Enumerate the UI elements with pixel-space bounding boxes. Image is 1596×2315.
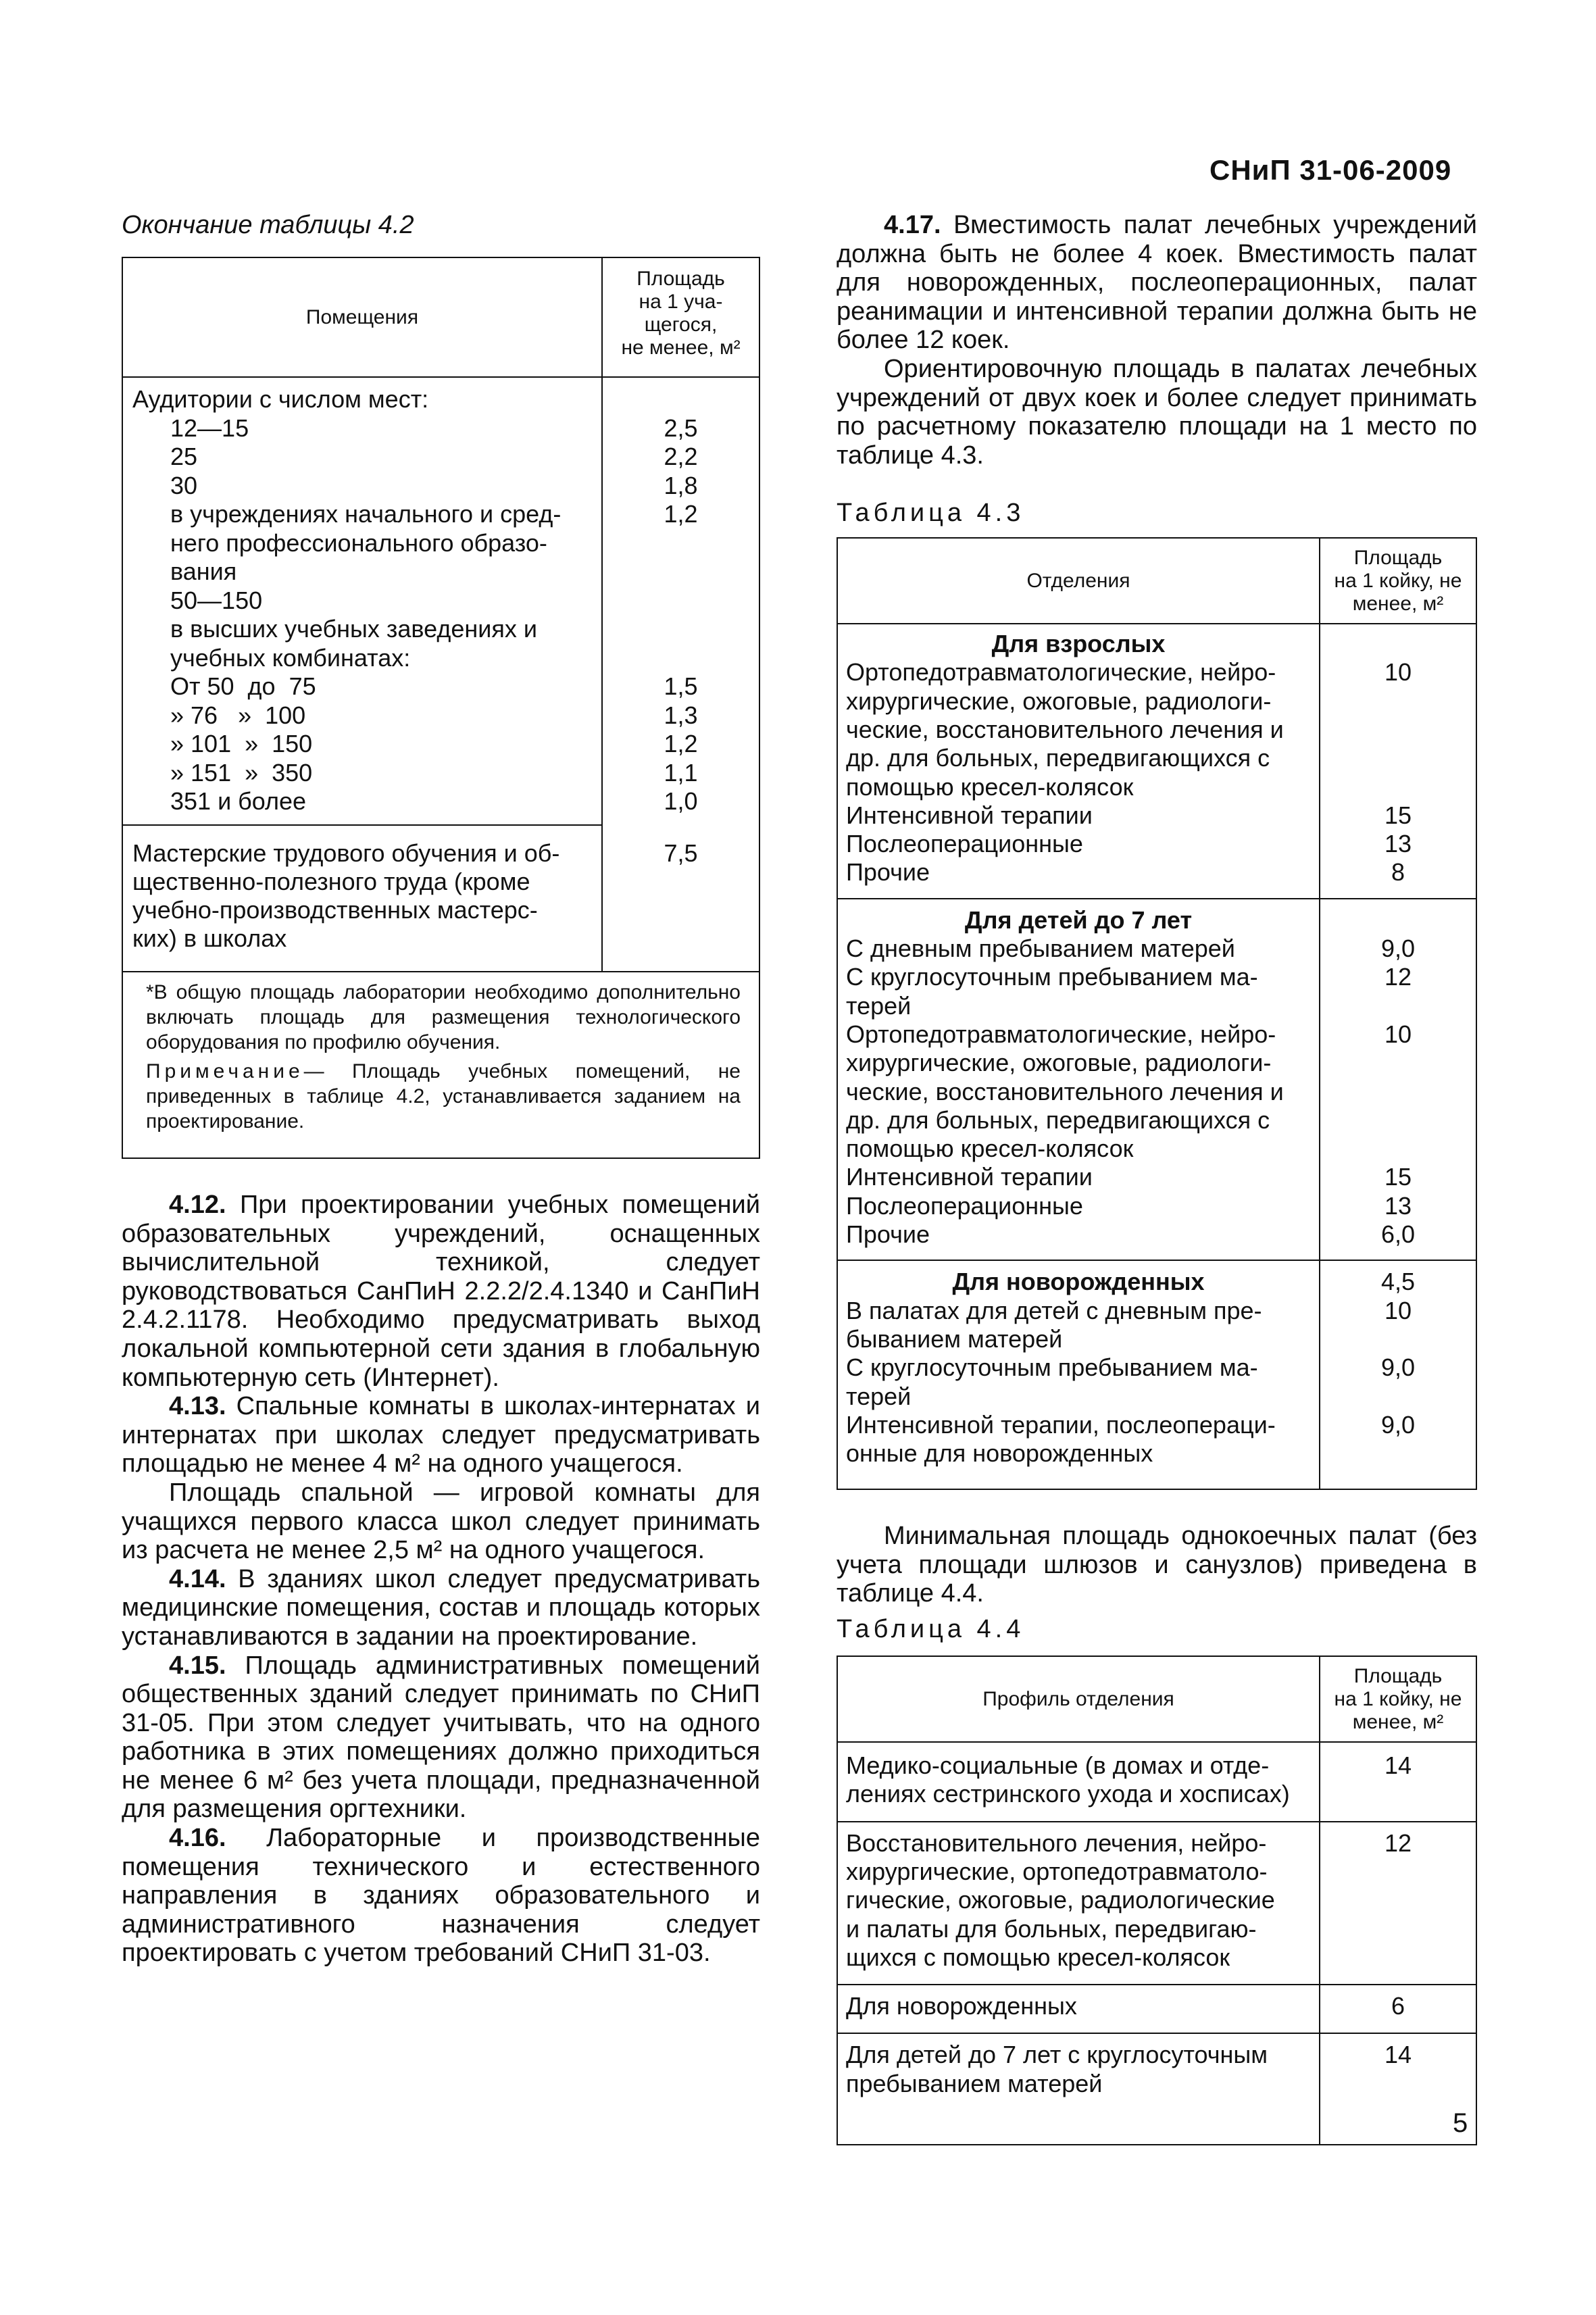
paragraph-text: При проектировании учебных помещений образовательных учреждений, оснащенных вычислительной техникой, следует руководствоваться СанПиН 2.2.2/2.4.1340 и СанПиН 2.4.2.1178. Необходимо предусматривать выход локальной компьютерной сети здания в глобальную компьютерную сеть (Интернет).: [122, 1191, 760, 1392]
paragraph-text: Вместимость палат лечебных учреждений должна быть не более 4 коек. Вместимость палат для новорожденных, послеоперационных, палат реанимации и интенсивной терапии должна быть не более 12 коек.: [837, 211, 1477, 355]
table-section-title: Для детей до 7 лет: [964, 905, 1193, 934]
table-row-value: 14: [1384, 2041, 1412, 2069]
table-cell-line: пребыванием матерей: [846, 2069, 1103, 2097]
table-cell-line: Ортопедотравматологические, нейро-: [846, 1020, 1276, 1048]
clause-number: 4.17.: [884, 211, 941, 239]
table-cell-line: быванием матерей: [846, 1324, 1063, 1353]
paragraph: [837, 211, 1477, 355]
note-label: Примечание: [146, 1060, 304, 1082]
table-row-value: 4,5: [1380, 1268, 1416, 1296]
header-line: на 1 койку, не: [1334, 1687, 1462, 1710]
header-line: не менее, м²: [621, 337, 741, 359]
table-row-value: 2,5: [664, 414, 698, 442]
table-row-value: 6: [1391, 1992, 1405, 2020]
paragraph: [122, 1565, 760, 1651]
header-line: Площадь: [637, 268, 725, 290]
table-cell-line: Прочие: [846, 1220, 930, 1248]
paragraph-text: Площадь административных помещений общественных зданий следует принимать по СНиП 31-05. При этом следует учитывать, что на одного работника в этих помещениях должно приходиться не менее 6 м² без учета площади, предназначенной для размещения оргтехники.: [122, 1651, 760, 1824]
table-row-value: 9,0: [1380, 1353, 1416, 1382]
table-cell-line: С круглосуточным пребыванием ма-: [846, 1353, 1258, 1382]
paragraph: [122, 1478, 760, 1565]
table-row-value: 9,0: [1380, 935, 1416, 962]
table-row-label: 30: [170, 471, 198, 499]
document-code: СНиП 31-06-2009: [1210, 154, 1452, 186]
table-row-divider: [838, 2033, 1476, 2034]
table-cell-line: щихся с помощью кресел-колясок: [846, 1943, 1230, 1971]
table-4-4-header-divider: [838, 1741, 1476, 1743]
table-cell-line: хирургические, ортопедотравматоло-: [846, 1857, 1268, 1885]
paragraph: [122, 1651, 760, 1824]
table-cell-line: помощью кресел-колясок: [846, 772, 1134, 801]
table-cell-line: Ортопедотравматологические, нейро-: [846, 658, 1276, 687]
table-cell-line: ческие, восстановительного лечения и: [846, 1077, 1284, 1105]
table-row-divider: [838, 1984, 1476, 1985]
table-4-3-header-divider: [838, 623, 1476, 624]
table-4-2-col1-header: Помещения: [305, 305, 419, 328]
table-row-label: Аудитории с числом мест:: [132, 385, 429, 413]
table-cell-line: Послеоперационные: [846, 1191, 1083, 1220]
table-row-label: вания: [170, 557, 237, 585]
table-cell-line: Интенсивной терапии, послеопераци-: [846, 1410, 1276, 1439]
paragraph-text: Лабораторные и производственные помещения технического и естественного направления в зданиях образовательного и административного назначения следует проектировать с учетом требований СНиП 31-03.: [122, 1824, 760, 1968]
table-cell-line: Восстановительного лечения, нейро-: [846, 1828, 1267, 1857]
table-4-2-footnote: *В общую площадь лаборатории необходимо дополнительно включать площадь для размещения технологического оборудования по профилю обучения.: [146, 981, 741, 1053]
table-row-value: 6,0: [1380, 1220, 1416, 1248]
table-row-label: 12—15: [170, 414, 249, 442]
note-text: — Площадь учебных помещений, не приведенных в таблице 4.2, устанавливается заданием на проектирование.: [146, 1060, 741, 1132]
paragraph-text: Площадь спальной — игровой комнаты для учащихся первого класса школ следует принимать из расчета не менее 2,5 м² на одного учащегося.: [122, 1478, 760, 1565]
table-4-2-note: [146, 1059, 741, 1134]
table-cell-line: Для детей до 7 лет с круглосуточным: [846, 2041, 1268, 2069]
table-4-2-row-divider: [123, 824, 601, 826]
table-cell-line: помощью кресел-колясок: [846, 1135, 1134, 1163]
table-row-label: » 151 » 350: [170, 758, 313, 787]
table-cell-line: гические, ожоговые, радиологические: [846, 1886, 1275, 1914]
table-cell-line: Медико-социальные (в домах и отде-: [846, 1751, 1270, 1779]
table-section-divider: [838, 1260, 1476, 1261]
table-4-2-footer-divider: [123, 971, 759, 972]
table-cell-line: Послеоперационные: [846, 830, 1083, 858]
cell-line: учебно-производственных мастерс-: [132, 896, 538, 924]
table-cell-line: С дневным пребыванием матерей: [846, 935, 1235, 962]
table-row-label: в учреждениях начального и сред-: [170, 500, 562, 528]
clause-number: 4.15.: [169, 1651, 226, 1680]
table-row-label: » 76 » 100: [170, 701, 306, 729]
table-cell-line: Интенсивной терапии: [846, 801, 1093, 829]
table-row-value: 12: [1384, 1828, 1412, 1857]
table-cell-line: В палатах для детей с дневным пре-: [846, 1296, 1262, 1324]
table-cell-line: Интенсивной терапии: [846, 1163, 1093, 1191]
table-row-value: 1,8: [664, 471, 698, 499]
table-cell-line: др. для больных, передвигающихся с: [846, 1105, 1270, 1134]
header-line: на 1 койку, не: [1334, 569, 1462, 592]
table-row-label: 50—150: [170, 586, 263, 614]
table-row-divider: [838, 1821, 1476, 1822]
paragraph: [122, 1392, 760, 1478]
table-cell-line: онные для новорожденных: [846, 1439, 1153, 1468]
table-section-title: Для взрослых: [991, 630, 1166, 657]
clause-number: 4.14.: [169, 1564, 226, 1593]
table-cell-line: хирургические, ожоговые, радиологи-: [846, 687, 1272, 715]
header-line: Площадь: [1353, 1664, 1443, 1687]
table-row-value: 1,3: [664, 701, 698, 729]
table-4-2-continuation-caption: Окончание таблицы 4.2: [122, 211, 414, 239]
clause-number: 4.16.: [169, 1824, 226, 1853]
header-line: менее, м²: [1352, 592, 1444, 615]
table-row-value: 15: [1384, 1163, 1412, 1191]
page-number: 5: [1453, 2108, 1468, 2138]
table-4-2-col2-header: [603, 268, 759, 359]
table-section-title: Для новорожденных: [952, 1268, 1205, 1296]
table-row-label: в высших учебных заведениях и: [170, 615, 537, 643]
table-cell-line: лениях сестринского ухода и хосписах): [846, 1780, 1290, 1808]
clause-number: 4.13.: [169, 1392, 226, 1421]
table-row-label: » 101 » 150: [170, 730, 313, 757]
table-row-label: него профессионального образо-: [170, 528, 547, 557]
table-row-value: 9,0: [1380, 1410, 1416, 1439]
table-row-value: 15: [1384, 801, 1412, 829]
table-4-4-col1-header: Профиль отделения: [982, 1687, 1174, 1710]
header-line: на 1 уча-: [639, 291, 723, 313]
table-4-2: [122, 257, 760, 1159]
paragraph-text: Ориентировочную площадь в палатах лечебных учреждений от двух коек и более следует принимать по расчетному показателю площади на 1 место по таблице 4.3.: [837, 354, 1477, 470]
table-row-value: 13: [1384, 1191, 1412, 1220]
table-row-value: 13: [1384, 830, 1412, 858]
table-row-value: 1,0: [664, 787, 698, 815]
table-4-3: [837, 537, 1477, 1490]
table-4-4: [837, 1656, 1477, 2145]
paragraph: [122, 1191, 760, 1392]
header-line: Площадь: [1353, 546, 1443, 569]
right-column-text: [837, 211, 1477, 470]
table-cell-line: ческие, восстановительного лечения и: [846, 715, 1284, 743]
paragraph: [122, 1824, 760, 1968]
paragraph: [837, 355, 1477, 470]
table-cell-line: и палаты для больных, передвигаю-: [846, 1914, 1257, 1943]
header-line: менее, м²: [1352, 1710, 1444, 1733]
table-4-3-col1-header: Отделения: [1026, 569, 1130, 592]
cell-line: Мастерские трудового обучения и об-: [132, 839, 560, 867]
table-row-label: От 50 до 75: [170, 672, 316, 700]
table-row-value: 14: [1384, 1751, 1412, 1779]
table-cell-line: терей: [846, 1382, 912, 1410]
table-4-4-intro: Минимальная площадь однокоечных палат (без учета площади шлюзов и санузлов) приведена в таблице 4.4.: [837, 1522, 1477, 1608]
table-cell-line: терей: [846, 991, 912, 1020]
table-row-value: 12: [1384, 963, 1412, 991]
table-row-value: 8: [1391, 858, 1405, 887]
cell-line: ких) в школах: [132, 924, 287, 952]
table-cell-line: др. для больных, передвигающихся с: [846, 744, 1270, 772]
table-section-divider: [838, 898, 1476, 899]
paragraph-text: Спальные комнаты в школах-интернатах и интернатах при школах следует предусматривать площадью не менее 4 м² на одного учащегося.: [122, 1392, 760, 1478]
table-row-value: 1,5: [664, 672, 698, 700]
clause-number: 4.12.: [169, 1191, 226, 1219]
table-cell-line: Прочие: [846, 858, 930, 887]
table-row-value: 1,2: [664, 500, 698, 528]
table-4-4-col2-header: [1320, 1657, 1476, 1741]
table-cell-line: хирургические, ожоговые, радиологи-: [846, 1049, 1272, 1077]
table-4-4-caption: Таблица 4.4: [837, 1615, 1025, 1643]
table-4-3-col2-header: [1320, 539, 1476, 623]
table-row-value: 1,2: [664, 730, 698, 757]
table-4-3-caption: Таблица 4.3: [837, 499, 1025, 527]
table-row-label: 25: [170, 443, 198, 470]
header-line: щегося,: [644, 314, 718, 336]
table-row-label: 351 и более: [170, 787, 307, 815]
table-row-value: 10: [1384, 1020, 1412, 1048]
table-4-2-workshops-value: 7,5: [664, 839, 698, 867]
table-row-value: 10: [1384, 1296, 1412, 1324]
table-row-value: 2,2: [664, 443, 698, 470]
table-cell-line: С круглосуточным пребыванием ма-: [846, 963, 1258, 991]
left-column-text: [122, 1191, 760, 1968]
paragraph-text: В зданиях школ следует предусматривать медицинские помещения, состав и площадь которых устанавливаются в задании на проектирование.: [122, 1564, 760, 1651]
table-row-value: 1,1: [664, 758, 698, 787]
table-row-label: учебных комбинатах:: [170, 643, 411, 672]
table-row-value: 10: [1384, 658, 1412, 687]
cell-line: щественно-полезного труда (кроме: [132, 868, 530, 895]
table-cell-line: Для новорожденных: [846, 1992, 1077, 2020]
